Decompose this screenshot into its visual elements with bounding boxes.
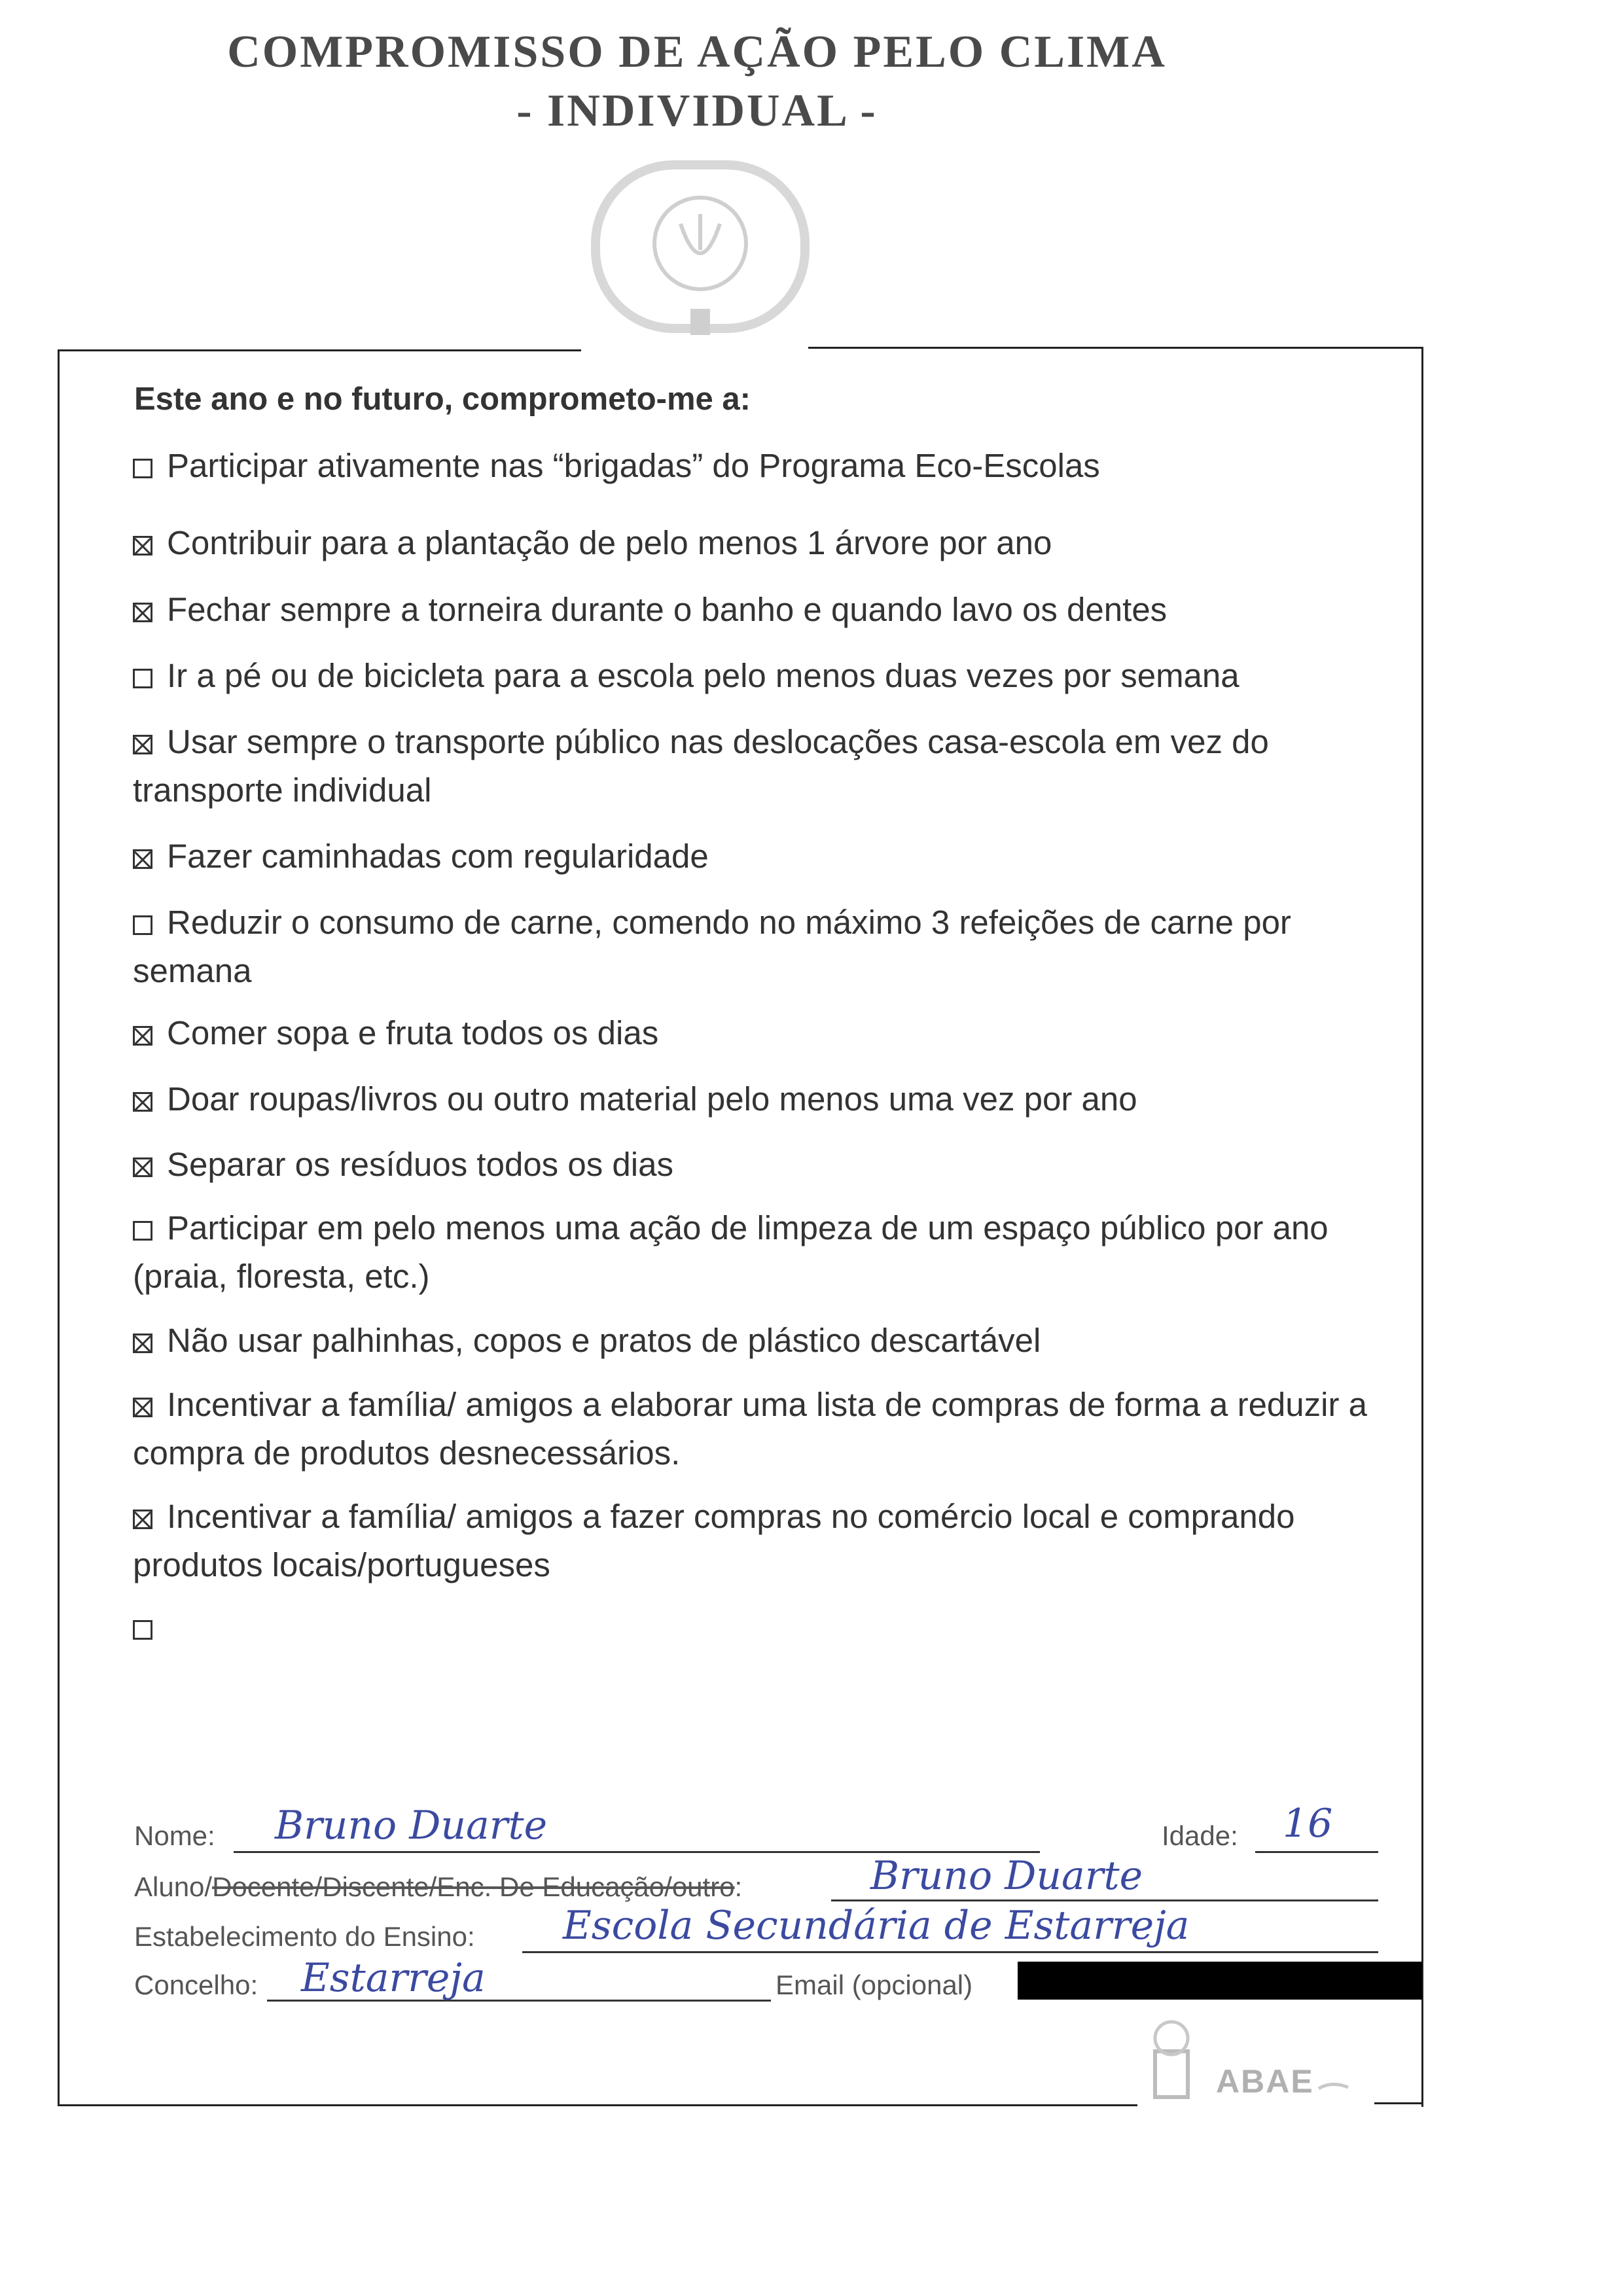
checkbox[interactable] (133, 1026, 152, 1046)
commitment-item (133, 898, 1396, 995)
commitment-text: Incentivar a família/ amigos a elaborar uma lista de compras de forma a reduzir a compra de produtos desnecessários. (133, 1386, 1368, 1472)
checkbox[interactable] (133, 1157, 152, 1177)
checkbox[interactable] (133, 669, 152, 688)
commitment-item (133, 718, 1396, 815)
aluno-label-prefix: Aluno/ (134, 1871, 213, 1902)
commitment-item (133, 1381, 1396, 1477)
commitment-item (133, 1316, 1396, 1365)
checkbox[interactable] (133, 536, 152, 556)
commitment-text: Contribuir para a plantação de pelo menos 1 árvore por ano (167, 524, 1052, 561)
commitment-text: Incentivar a família/ amigos a fazer compras no comércio local e comprando produtos locais/portugueses (133, 1498, 1295, 1583)
checkbox[interactable] (133, 849, 152, 869)
eco-schools-seal-icon (582, 152, 818, 368)
checkbox[interactable] (133, 1333, 152, 1353)
commitment-text: Doar roupas/livros ou outro material pelo menos uma vez por ano (167, 1080, 1137, 1118)
abae-logo-text: ABAE (1216, 2063, 1314, 2100)
commitment-text: Fazer caminhadas com regularidade (167, 838, 709, 875)
commitment-item-blank (133, 1603, 1396, 1651)
checkbox[interactable] (133, 459, 152, 478)
frame-left (58, 349, 60, 2106)
idade-label: Idade: (1162, 1820, 1238, 1851)
commitment-text: Separar os resíduos todos os dias (167, 1146, 673, 1183)
commitment-item (133, 1140, 1396, 1189)
commitment-item (133, 1075, 1396, 1123)
idade-underline (1255, 1851, 1378, 1853)
frame-top-right (808, 347, 1423, 349)
document-subtitle: - INDIVIDUAL - (516, 86, 878, 136)
commitment-text: Reduzir o consumo de carne, comendo no máximo 3 refeições de carne por semana (133, 904, 1291, 989)
idade-field[interactable]: 16 (1283, 1801, 1333, 1846)
concelho-field[interactable]: Estarreja (301, 1955, 486, 2001)
estabelecimento-label: Estabelecimento do Ensino: (134, 1921, 475, 1952)
commitment-item (133, 1204, 1396, 1301)
commitment-text: Ir a pé ou de bicicleta para a escola pelo menos duas vezes por semana (167, 657, 1240, 694)
email-label: Email (opcional) (776, 1969, 973, 2000)
commitment-item (133, 442, 1396, 490)
frame-bottom (58, 2104, 1137, 2106)
frame-bottom-right (1374, 2102, 1423, 2104)
commitment-item (133, 1009, 1396, 1057)
frame-right (1421, 347, 1423, 2107)
commitment-text: Participar ativamente nas “brigadas” do Programa Eco-Escolas (167, 447, 1100, 484)
commitment-item (133, 586, 1396, 634)
commitment-text: Participar em pelo menos uma ação de limpeza de um espaço público por ano (praia, floresta, etc.) (133, 1209, 1329, 1295)
nome-label: Nome: (134, 1820, 215, 1851)
checkbox[interactable] (133, 735, 152, 754)
commitment-text: Usar sempre o transporte público nas deslocações casa-escola em vez do transporte individual (133, 723, 1269, 809)
checkbox[interactable] (133, 1620, 152, 1640)
checkbox[interactable] (133, 1398, 152, 1417)
checkbox[interactable] (133, 1510, 152, 1529)
email-field-redacted[interactable] (1018, 1962, 1422, 2000)
checkbox[interactable] (133, 603, 152, 622)
checkbox[interactable] (133, 1221, 152, 1241)
commitment-text: Comer sopa e fruta todos os dias (167, 1014, 659, 1051)
commitment-text: Não usar palhinhas, copos e pratos de plástico descartável (167, 1322, 1041, 1359)
commitment-item (133, 832, 1396, 881)
commitment-item (133, 652, 1396, 700)
commitment-item (133, 1492, 1396, 1589)
estabelecimento-underline (522, 1951, 1378, 1953)
checkbox[interactable] (133, 1092, 152, 1112)
frame-top-left (58, 349, 581, 351)
aluno-label-struck: Docente/Discente/Enc. De Educação/outro (212, 1871, 735, 1902)
aluno-underline (831, 1899, 1378, 1901)
aluno-label-suffix: : (734, 1871, 743, 1902)
commitment-text: Fechar sempre a torneira durante o banho e quando lavo os dentes (167, 591, 1168, 628)
document-title: COMPROMISSO DE AÇÃO PELO CLIMA (227, 27, 1167, 77)
commitment-heading: Este ano e no futuro, comprometo-me a: (134, 381, 751, 417)
estabelecimento-field[interactable]: Escola Secundária de Estarreja (563, 1903, 1190, 1949)
aluno-label (134, 1871, 742, 1903)
commitment-item (133, 519, 1396, 567)
nome-field[interactable]: Bruno Duarte (275, 1803, 548, 1848)
aluno-field[interactable]: Bruno Duarte (870, 1853, 1143, 1899)
checkbox[interactable] (133, 915, 152, 935)
concelho-label: Concelho: (134, 1969, 259, 2000)
